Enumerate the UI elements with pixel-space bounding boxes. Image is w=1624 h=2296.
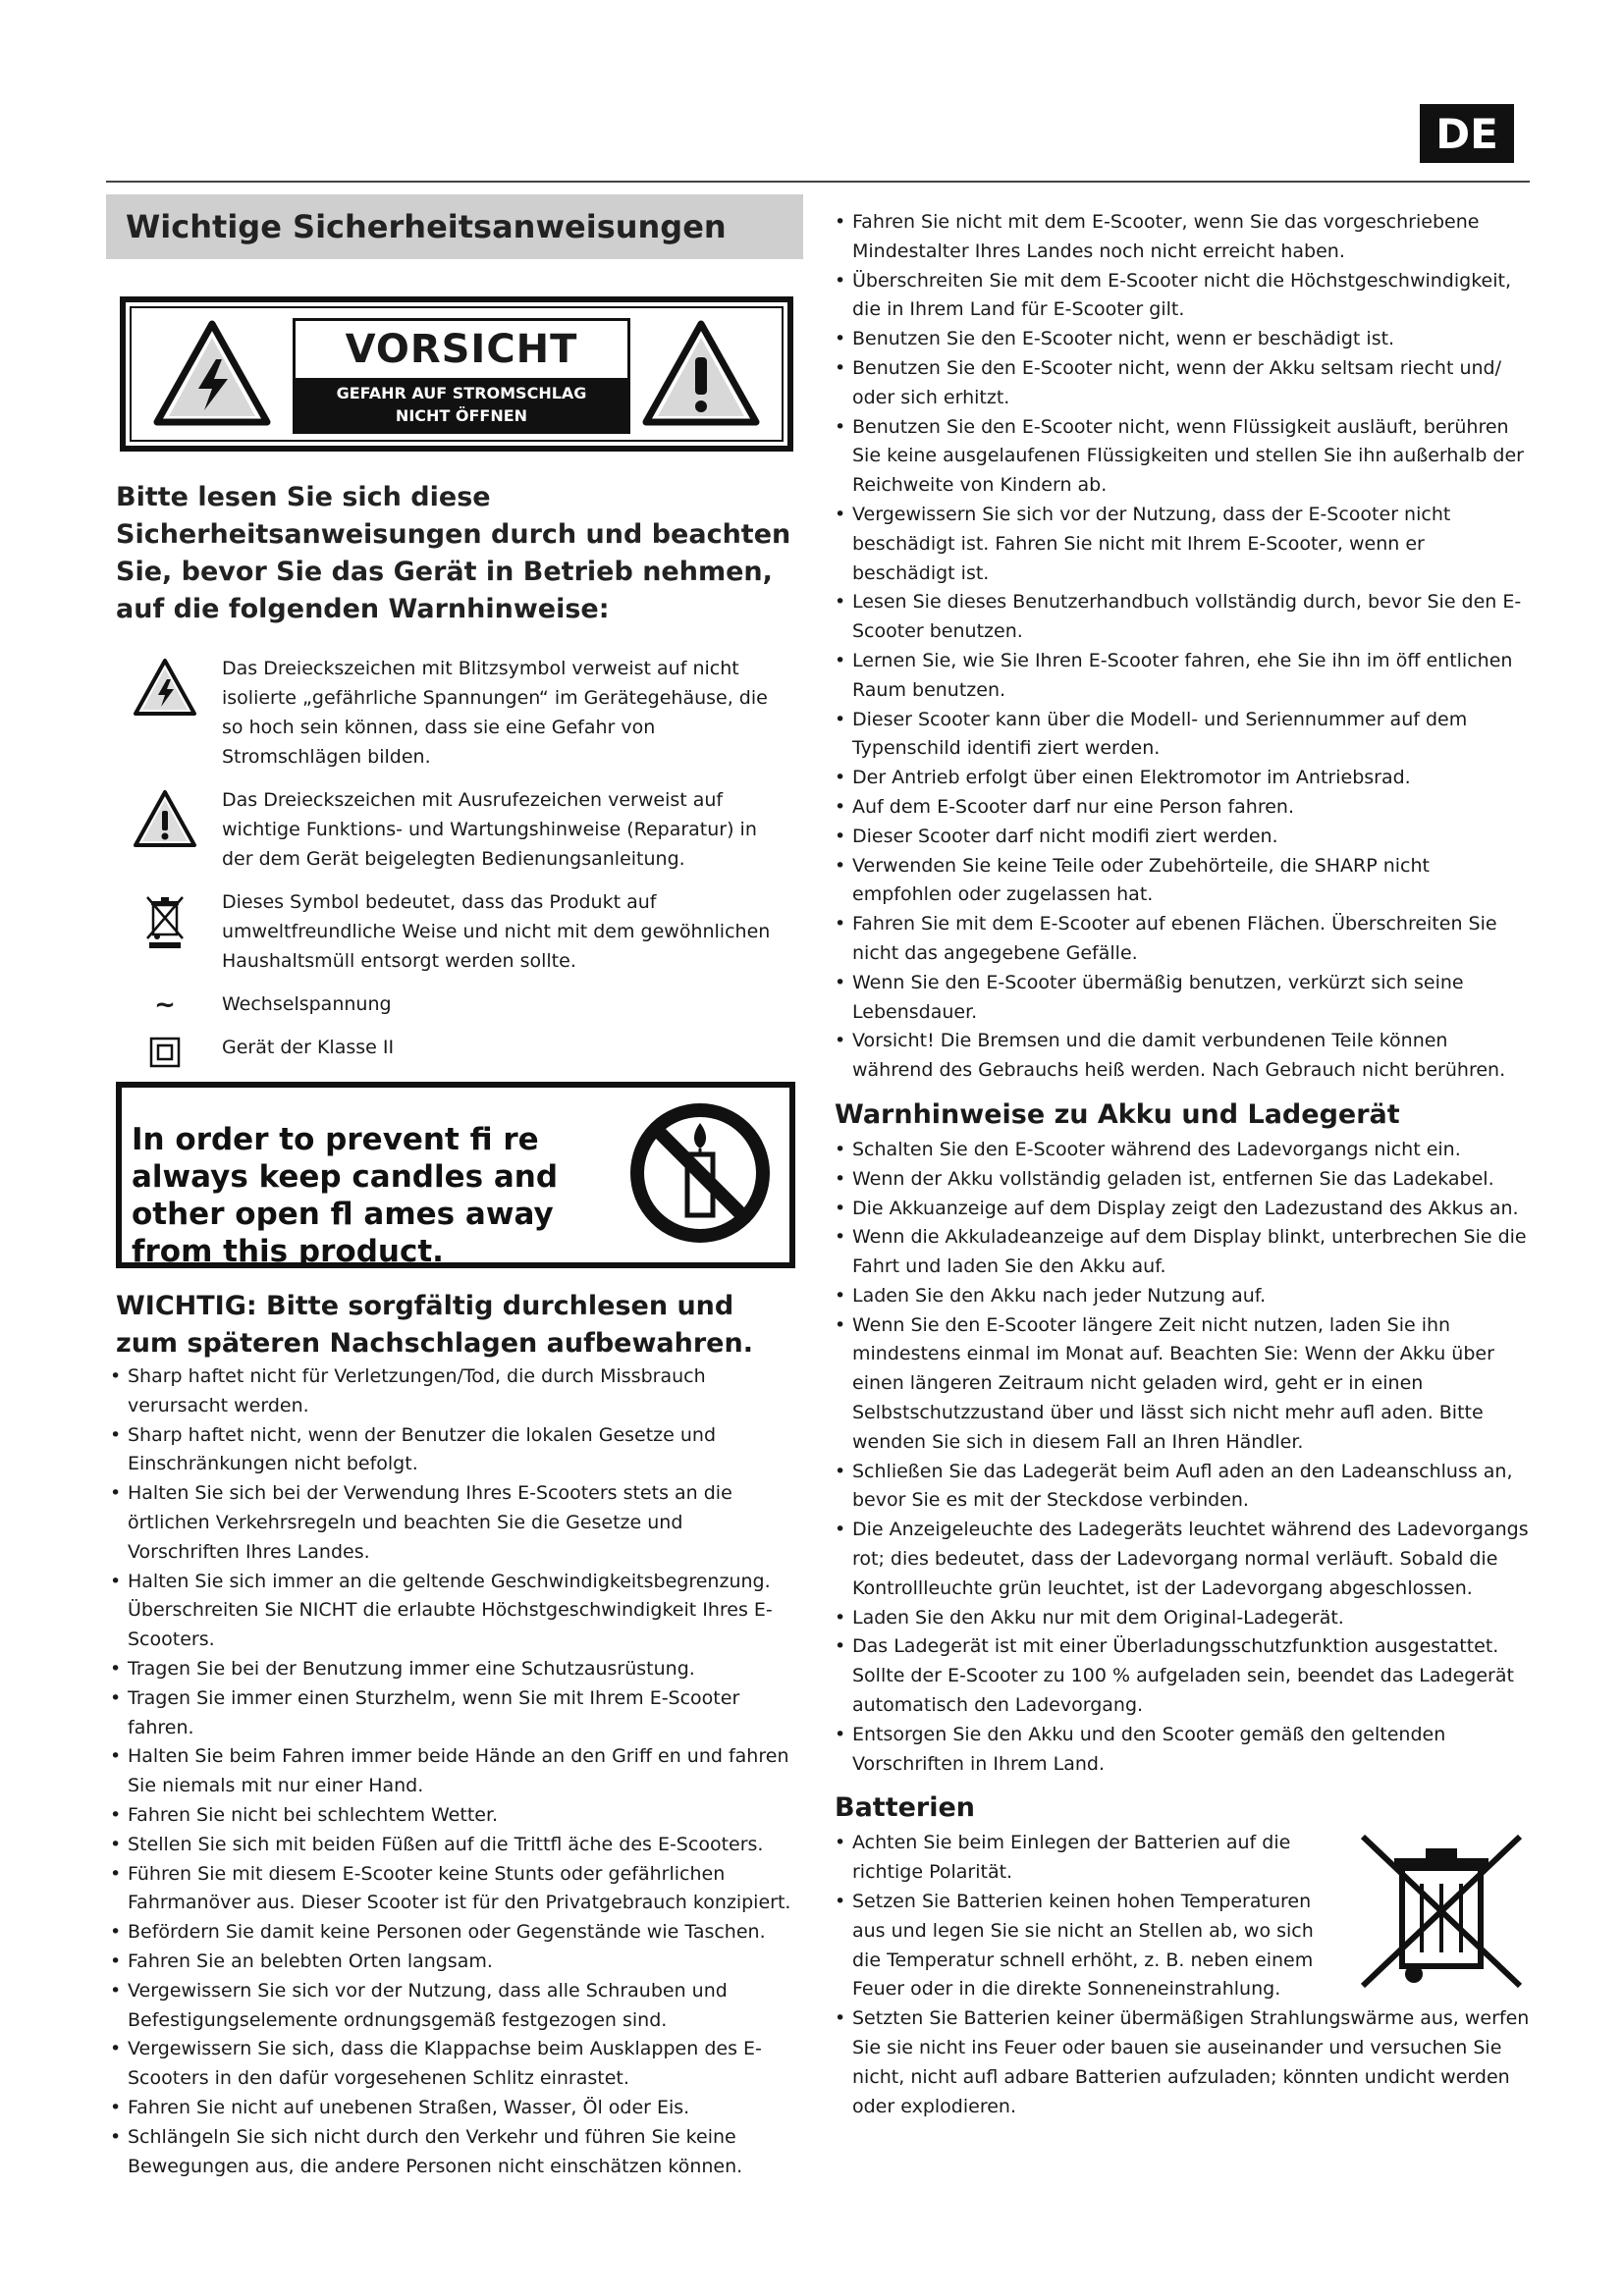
list-item: • Benutzen Sie den E-Scooter nicht, wenn er beschädigt ist. [831,325,1530,354]
list-item: • Die Akkuanzeige auf dem Display zeigt den Ladezustand des Akkus an. [831,1195,1530,1224]
fire-warning-box [116,1082,795,1268]
list-item: • Dieser Scooter kann über die Modell- und Seriennummer auf dem Typenschild identifi ziert werden. [831,706,1530,765]
list-item: • Die Anzeigeleuchte des Ladegeräts leuchtet während des Ladevorgangs rot; dies bedeutet, dass der Ladevorgang normal verläuft. Sobald die Kontrollleuchte grün leuchtet, ist der Ladevorgang abgeschlossen. [831,1516,1530,1603]
list-item: • Vorsicht! Die Bremsen und die damit verbundenen Teile können während des Gebrauchs heiß werden. Nach Gebrauch nicht berühren. [831,1027,1530,1086]
symbol-row [120,785,803,874]
list-item: • Fahren Sie nicht auf unebenen Straßen, Wasser, Öl oder Eis. [106,2094,799,2123]
list-item: • Auf dem E-Scooter darf nur eine Person fahren. [831,793,1530,823]
list-item: • Wenn Sie den E-Scooter längere Zeit nicht nutzen, laden Sie ihn mindestens einmal im Monat auf. Beachten Sie: Wenn der Akku über einen längeren Zeitraum nicht geladen wird, geht er in einen Selbstschutzzustand über und lässt sich nicht mehr aufl aden. Bitte wenden Sie sich in diesem Fall an Ihren Händler. [831,1311,1530,1458]
list-item: • Fahren Sie nicht mit dem E-Scooter, wenn Sie das vorgeschriebene Mindestalter Ihres Landes noch nicht erreicht haben. [831,208,1530,267]
list-item: • Sharp haftet nicht, wenn der Benutzer die lokalen Gesetze und Einschränkungen nicht befolgt. [106,1421,799,1480]
list-item: • Dieser Scooter darf nicht modifi ziert werden. [831,823,1530,852]
section-title: Wichtige Sicherheitsanweisungen [106,194,803,259]
list-item: • Lernen Sie, wie Sie Ihren E-Scooter fahren, ehe Sie ihn im öff entlichen Raum benutzen. [831,647,1530,706]
no-open-flame-icon [626,1099,774,1247]
battery-charger-list [831,1136,1530,1780]
list-item: • Der Antrieb erfolgt über einen Elektromotor im Antriebsrad. [831,764,1530,793]
symbol-description: Das Dreieckszeichen mit Blitzsymbol verweist auf nicht isolierte „gefährliche Spannungen“ im Gerätegehäuse, die so hoch sein können, dass sie eine Gefahr von Stromschlägen bilden. [222,658,768,768]
double-square-icon [149,1037,181,1068]
caution-title: VORSICHT [345,327,578,372]
list-item: • Fahren Sie mit dem E-Scooter auf ebenen Flächen. Überschreiten Sie nicht das angegebene Gefälle. [831,910,1530,969]
battery-charger-heading: Warnhinweise zu Akku und Ladegerät [835,1098,1400,1130]
list-item: • Setzten Sie Batterien keiner übermäßigen Strahlungswärme aus, werfen Sie sie nicht ins Feuer oder bauen sie auseinander und versuchen Sie nicht, nicht aufl adbare Batterien aufzuladen; könnten undicht werden oder explodieren. [831,2004,1540,2121]
right-column [831,208,1530,2121]
caution-center [293,318,630,434]
list-item: • Halten Sie beim Fahren immer beide Hände an den Griff en und fahren Sie niemals mit nur einer Hand. [106,1742,799,1801]
batteries-heading: Batterien [835,1792,976,1824]
list-item: • Fahren Sie nicht bei schlechtem Wetter. [106,1801,799,1831]
symbol-description: Wechselspannung [222,993,392,1015]
symbol-row [120,654,803,772]
list-item: • Stellen Sie sich mit beiden Füßen auf die Trittfl äche des E-Scooters. [106,1831,799,1860]
list-item: • Schlängeln Sie sich nicht durch den Verkehr und führen Sie keine Bewegungen aus, die andere Personen nicht einschätzen können. [106,2123,799,2182]
symbol-row [120,989,803,1019]
list-item: • Wenn der Akku vollständig geladen ist, entfernen Sie das Ladekabel. [831,1165,1530,1195]
important-heading: WICHTIG: Bitte sorgfältig durchlesen und zum späteren Nachschlagen aufbewahren. [116,1291,753,1359]
list-item: • Verwenden Sie keine Teile oder Zubehörteile, die SHARP nicht empfohlen oder zugelassen hat. [831,852,1530,911]
crossed-bin-icon [1353,1829,1530,1996]
symbol-row [120,1033,803,1068]
safety-list-left [106,1362,799,2181]
caution-line-1: GEFAHR AUF STROMSCHLAG [336,384,587,402]
list-item: • Tragen Sie bei der Benutzung immer eine Schutzausrüstung. [106,1655,799,1684]
list-item: • Wenn Sie den E-Scooter übermäßig benutzen, verkürzt sich seine Lebensdauer. [831,969,1530,1028]
caution-line-2: NICHT ÖFFNEN [395,406,528,425]
list-item: • Laden Sie den Akku nur mit dem Original-Ladegerät. [831,1604,1530,1633]
list-item: • Benutzen Sie den E-Scooter nicht, wenn der Akku seltsam riecht und/ oder sich erhitzt. [831,354,1530,413]
header-rule [106,181,1530,183]
list-item: • Vergewissern Sie sich, dass die Klappachse beim Ausklappen des E-Scooters in den dafür vorgesehenen Schlitz einrastet. [106,2035,799,2094]
list-item: • Fahren Sie an belebten Orten langsam. [106,1948,799,1977]
list-item: • Überschreiten Sie mit dem E-Scooter nicht die Höchstgeschwindigkeit, die in Ihrem Land für E-Scooter gilt. [831,267,1530,326]
list-item: • Sharp haftet nicht für Verletzungen/Tod, die durch Missbrauch verursacht werden. [106,1362,799,1421]
caution-label [120,296,793,452]
list-item: • Lesen Sie dieses Benutzerhandbuch vollständig durch, bevor Sie den E-Scooter benutzen. [831,588,1530,647]
list-item: • Vergewissern Sie sich vor der Nutzung, dass der E-Scooter nicht beschädigt ist. Fahren Sie nicht mit Ihrem E-Scooter, wenn er beschädigt ist. [831,501,1530,588]
list-item: • Halten Sie sich bei der Verwendung Ihres E-Scooters stets an die örtlichen Verkehrsregeln und beachten Sie die Gesetze und Vorschriften Ihres Landes. [106,1479,799,1567]
batteries-list [831,1829,1530,2121]
list-item: • Laden Sie den Akku nach jeder Nutzung auf. [831,1282,1530,1311]
list-item: • Tragen Sie immer einen Sturzhelm, wenn Sie mit Ihrem E-Scooter fahren. [106,1684,799,1743]
lightning-triangle-icon [133,658,197,717]
lightning-warning-icon [153,320,271,426]
list-item: • Das Ladegerät ist mit einer Überladungsschutzfunktion ausgestattet. Sollte der E-Scooter zu 100 % aufgeladen sein, beendet das Ladegerät automatisch den Ladevorgang. [831,1632,1530,1720]
fire-warning-text: In order to prevent fi re always keep candles and other open fl ames away from this product. [132,1122,559,1269]
list-item: • Halten Sie sich immer an die geltende Geschwindigkeitsbegrenzung. Überschreiten Sie NICHT die erlaubte Höchstgeschwindigkeit Ihres E-Scooters. [106,1568,799,1655]
symbol-description: Das Dreieckszeichen mit Ausrufezeichen verweist auf wichtige Funktions- und Wartungshinweise (Reparatur) in der dem Gerät beigelegten Bedienungsanleitung. [222,789,757,870]
safety-list-right [831,208,1530,1086]
batteries-section [831,1829,1530,2121]
language-badge: DE [1420,104,1514,163]
list-item: • Achten Sie beim Einlegen der Batterien auf die richtige Polarität. [831,1829,1341,1888]
symbol-row [120,887,803,976]
list-item: • Vergewissern Sie sich vor der Nutzung, dass alle Schrauben und Befestigungselemente ordnungsgemäß festgezogen sind. [106,1977,799,2036]
caution-subtitle [296,378,627,431]
list-item: • Befördern Sie damit keine Personen oder Gegenstände wie Taschen. [106,1918,799,1948]
symbol-description: Gerät der Klasse II [222,1037,395,1058]
list-item: • Schalten Sie den E-Scooter während des Ladevorgangs nicht ein. [831,1136,1530,1165]
crossed-bin-icon [143,891,187,950]
list-item: • Benutzen Sie den E-Scooter nicht, wenn Flüssigkeit ausläuft, berühren Sie keine ausgelaufenen Flüssigkeiten und stellen Sie ihn außerhalb der Reichweite von Kindern ab. [831,413,1530,501]
list-item: • Setzen Sie Batterien keinen hohen Temperaturen aus und legen Sie sie nicht an Stellen ab, wo sich die Temperatur schnell erhöht, z. B. neben einem Feuer oder in die direkte Sonneneinstrahlung. [831,1888,1341,2004]
symbol-description: Dieses Symbol bedeutet, dass das Produkt auf umweltfreundliche Weise und nicht mit dem gewöhnlichen Haushaltsmüll entsorgt werden sollte. [222,891,771,972]
list-item: • Führen Sie mit diesem E-Scooter keine Stunts oder gefährlichen Fahrmanöver aus. Dieser Scooter ist für den Privatgebrauch konzipiert. [106,1860,799,1919]
intro-heading: Bitte lesen Sie sich diese Sicherheitsanweisungen durch und beachten Sie, bevor Sie das Gerät in Betrieb nehmen, auf die folgenden Warnhinweise: [116,482,791,624]
tilde-icon: ~ [154,990,176,1020]
exclamation-triangle-icon [133,789,197,848]
list-item: • Schließen Sie das Ladegerät beim Aufl aden an den Ladeanschluss an, bevor Sie es mit der Steckdose verbinden. [831,1458,1530,1517]
list-item: • Entsorgen Sie den Akku und den Scooter gemäß den geltenden Vorschriften in Ihrem Land. [831,1721,1530,1780]
list-item: • Wenn die Akkuladeanzeige auf dem Display blinkt, unterbrechen Sie die Fahrt und laden Sie den Akku auf. [831,1223,1530,1282]
left-column [106,194,803,2181]
symbol-legend [120,654,803,1068]
exclamation-warning-icon [642,320,760,426]
